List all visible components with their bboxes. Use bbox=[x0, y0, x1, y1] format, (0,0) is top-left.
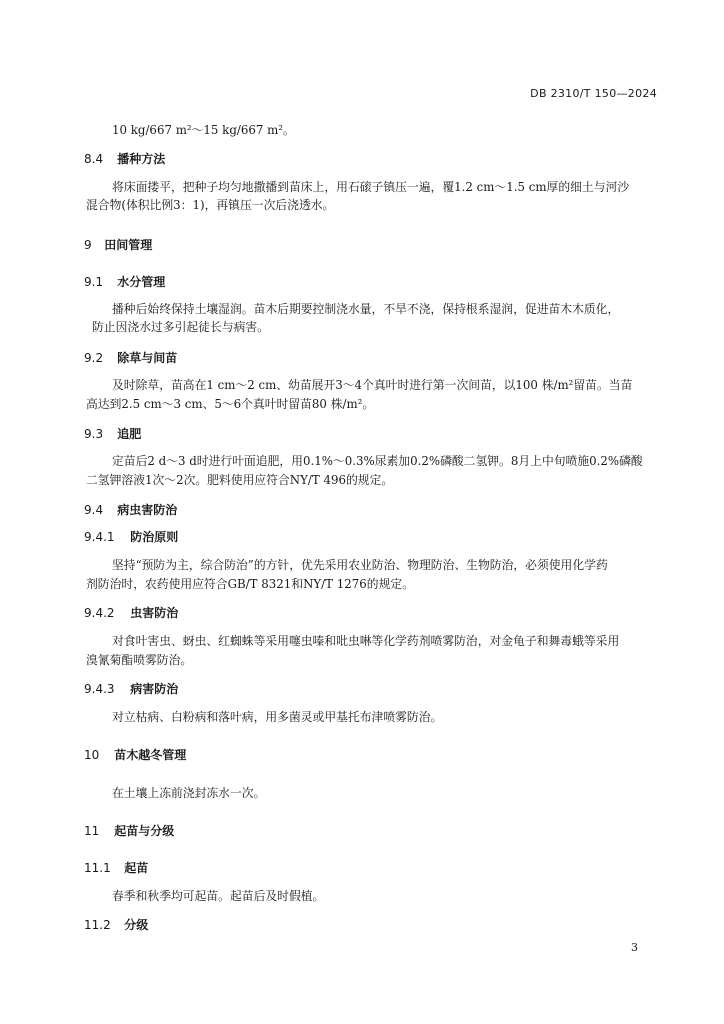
section-heading-9-4-3 bbox=[84, 680, 178, 697]
section-title: 追肥 bbox=[117, 427, 142, 441]
paragraph-line: 对立枯病、白粉病和落叶病，用多菌灵或甲基托布津喷雾防治。 bbox=[112, 710, 443, 724]
section-heading-9-4 bbox=[84, 501, 177, 518]
section-number: 9.4.3 bbox=[84, 682, 115, 696]
section-title: 虫害防治 bbox=[130, 606, 179, 620]
section-number: 9.4.1 bbox=[84, 530, 115, 544]
paragraph-line: 春季和秋季均可起苗。起苗后及时假植。 bbox=[112, 889, 325, 903]
section-heading-11-2 bbox=[84, 916, 148, 933]
section-heading-11-1 bbox=[84, 859, 148, 876]
section-heading-9 bbox=[84, 236, 152, 253]
section-title: 播种方法 bbox=[117, 152, 166, 166]
section-number: 9.1 bbox=[84, 275, 104, 289]
paragraph-line: 二氢钾溶液1次～2次。肥料使用应符合NY/T 496的规定。 bbox=[86, 473, 394, 487]
section-number: 11.2 bbox=[84, 918, 111, 932]
section-title: 水分管理 bbox=[117, 275, 166, 289]
section-title: 起苗与分级 bbox=[114, 824, 175, 838]
section-number: 11.1 bbox=[84, 861, 111, 875]
document-header-code: DB 2310/T 150—2024 bbox=[530, 87, 657, 100]
section-heading-10 bbox=[84, 746, 186, 763]
section-number: 9.4 bbox=[84, 503, 104, 517]
section-heading-9-4-1 bbox=[84, 528, 178, 545]
section-title: 病害防治 bbox=[130, 682, 179, 696]
paragraph-line: 混合物(体积比例3：1)，再镇压一次后浇透水。 bbox=[86, 198, 335, 212]
section-title: 田间管理 bbox=[104, 238, 153, 252]
section-title: 起苗 bbox=[124, 861, 149, 875]
section-number: 9 bbox=[84, 238, 92, 252]
section-heading-9-1 bbox=[84, 273, 165, 290]
paragraph-line: 定苗后2 d～3 d时进行叶面追肥，用0.1%～0.3%尿素加0.2%磷酸二氢钾。8月上中旬喷施0.2%磷酸 bbox=[112, 454, 643, 468]
section-number: 9.4.2 bbox=[84, 606, 115, 620]
section-heading-11 bbox=[84, 822, 174, 839]
section-heading-9-2 bbox=[84, 349, 177, 366]
section-title: 防治原则 bbox=[130, 530, 179, 544]
section-title: 病虫害防治 bbox=[117, 503, 178, 517]
section-number: 9.3 bbox=[84, 427, 104, 441]
paragraph-line: 将床面搂平，把种子均匀地撒播到苗床上，用石磙子镇压一遍，覆1.2 cm～1.5 cm厚的细土与河沙 bbox=[112, 180, 630, 194]
section-number: 11 bbox=[84, 824, 100, 838]
paragraph-line: 高达到2.5 cm～3 cm、5～6个真叶时留苗80 株/m²。 bbox=[86, 397, 375, 411]
paragraph-line: 坚持“预防为主，综合防治”的方针，优先采用农业防治、物理防治、生物防治，必须使用化学药 bbox=[112, 558, 608, 572]
paragraph-line: 在土壤上冻前浇封冻水一次。 bbox=[112, 786, 266, 800]
paragraph-line: 防止因浇水过多引起徒长与病害。 bbox=[92, 320, 269, 334]
section-title: 除草与间苗 bbox=[117, 351, 178, 365]
paragraph-line: 播种后始终保持土壤湿润。苗木后期要控制浇水量，不旱不浇，保持根系湿润，促进苗木木质化， bbox=[112, 302, 620, 316]
paragraph-line: 10 kg/667 m²～15 kg/667 m²。 bbox=[112, 123, 295, 137]
section-number: 10 bbox=[84, 748, 100, 762]
section-title: 分级 bbox=[124, 918, 149, 932]
paragraph-line: 及时除草，苗高在1 cm～2 cm、幼苗展开3～4个真叶时进行第一次间苗，以100 株/m²留苗。当苗 bbox=[112, 378, 633, 392]
section-heading-9-4-2 bbox=[84, 604, 178, 621]
page-number: 3 bbox=[631, 941, 638, 954]
paragraph-line: 溴氰菊酯喷雾防治。 bbox=[86, 653, 193, 667]
paragraph-line: 对食叶害虫、蚜虫、红蜘蛛等采用噻虫嗪和吡虫啉等化学药剂喷雾防治，对金龟子和舞毒蛾等采用 bbox=[112, 634, 620, 648]
section-title: 苗木越冬管理 bbox=[114, 748, 187, 762]
section-heading-9-3 bbox=[84, 425, 141, 442]
section-number: 8.4 bbox=[84, 152, 104, 166]
section-number: 9.2 bbox=[84, 351, 104, 365]
paragraph-line: 剂防治时，农药使用应符合GB/T 8321和NY/T 1276的规定。 bbox=[86, 577, 414, 591]
section-heading-8-4 bbox=[84, 150, 165, 167]
